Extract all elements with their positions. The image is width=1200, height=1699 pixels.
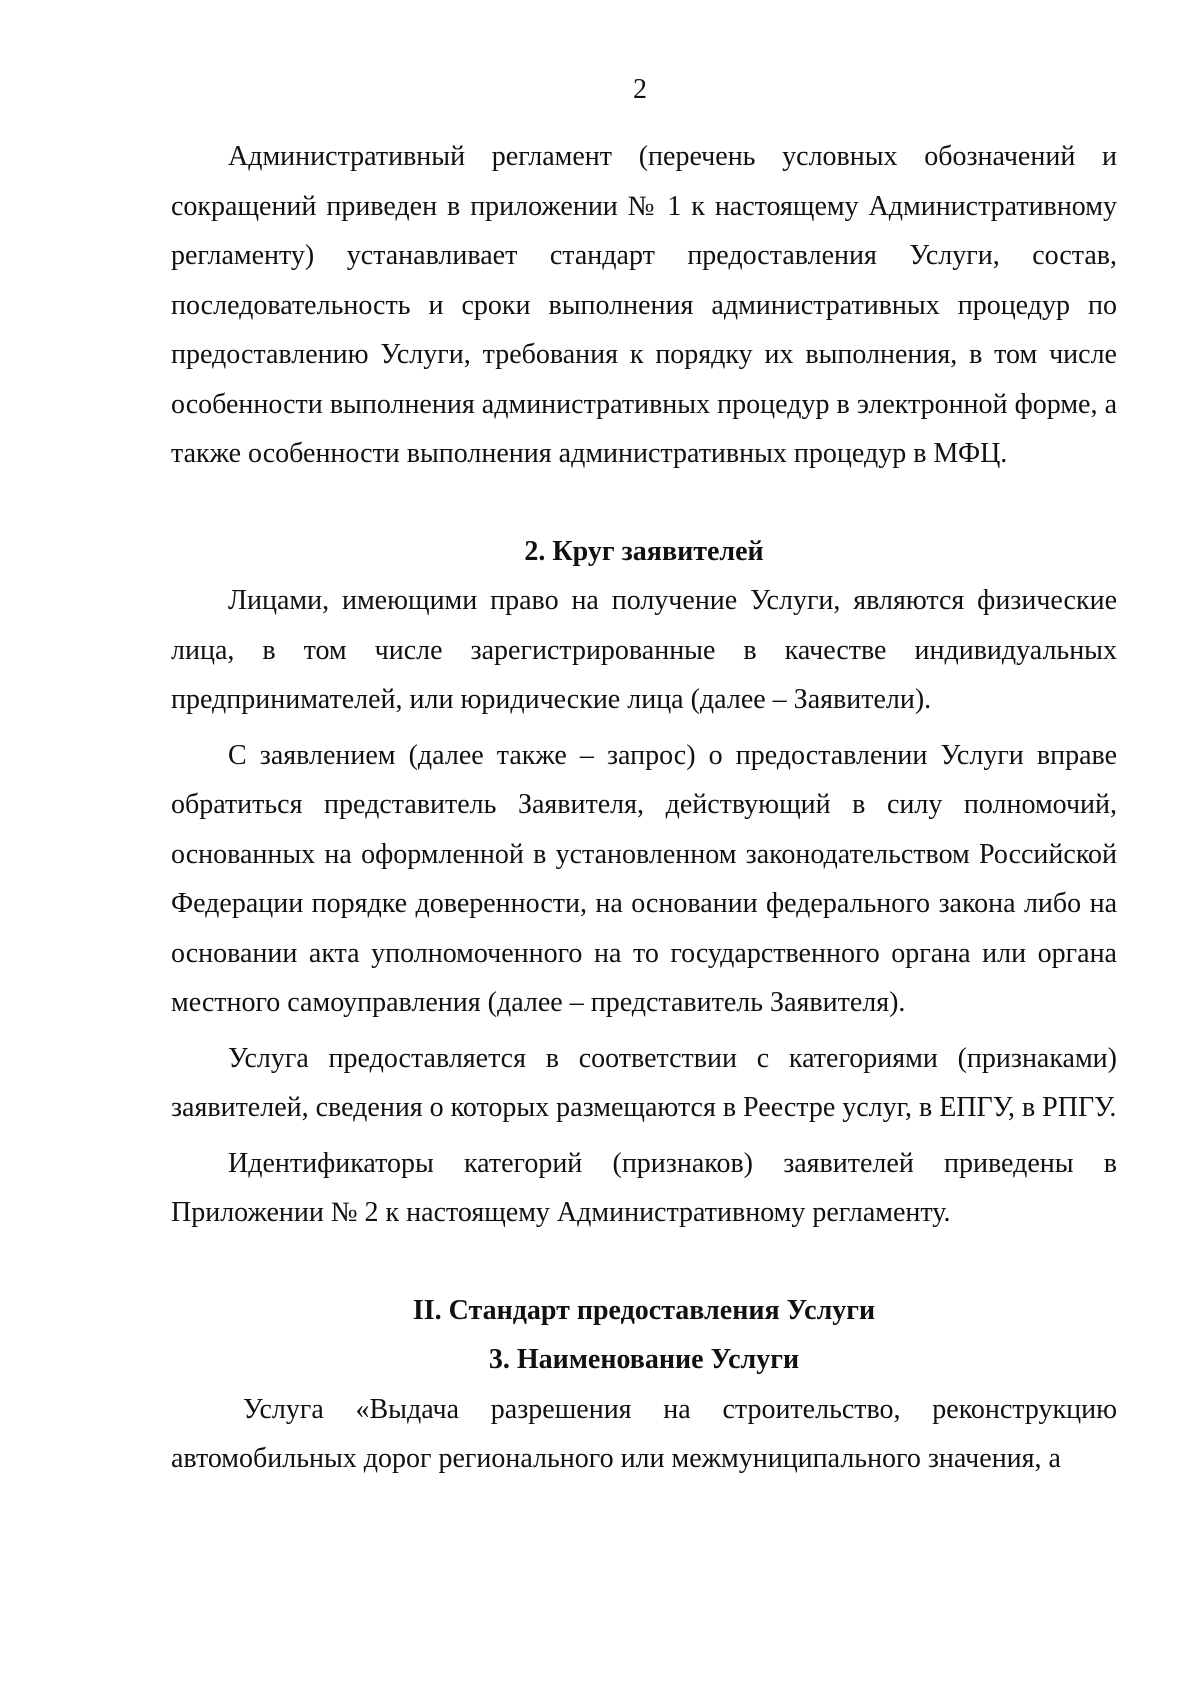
intro-paragraph: Административный регламент (перечень условных обозначений и сокращений приведен в приложении № 1 к настоящему Административному регламенту) устанавливает стандарт предоставления Услуги, состав, последовательность и сроки выполнения административных процедур по предоставлению Услуги, требования к порядку их выполнения, в том числе особенности выполнения административных процедур в электронной форме, а также особенности выполнения административных процедур в МФЦ.: [171, 141, 1117, 469]
paragraph-service-name: Услуга «Выдача разрешения на строительство, реконструкцию автомобильных дорог регионального или межмуниципального значения, а: [171, 1393, 1117, 1474]
section-heading-service-name: 3. Наименование Услуги: [488, 1344, 800, 1375]
page-number: 2: [633, 74, 647, 105]
paragraph-applicants-definition: Лицами, имеющими право на получение Услуги, являются физические лица, в том числе зарегистрированные в качестве индивидуальных предпринимателей, или юридические лица (далее – Заявители).: [171, 585, 1117, 715]
section-heading-applicants: 2. Круг заявителей: [524, 535, 764, 567]
chapter-heading-standard: II. Стандарт предоставления Услуги: [412, 1294, 876, 1326]
paragraph-representative: С заявлением (далее также – запрос) о предоставлении Услуги вправе обратиться представитель Заявителя, действующий в силу полномочий, основанных на оформленной в установленном законодательством Российской Федерации порядке доверенности, на основании федерального закона либо на основании акта уполномоченного на то государственного органа или органа местного самоуправления (далее – представитель Заявителя).: [171, 739, 1117, 1018]
paragraph-identifiers: Идентификаторы категорий (признаков) заявителей приведены в Приложении № 2 к настоящему Административному регламенту.: [171, 1147, 1117, 1228]
document-body: [171, 132, 1117, 1484]
paragraph-categories: Услуга предоставляется в соответствии с категориями (признаками) заявителей, сведения о которых размещаются в Реестре услуг, в ЕПГУ, в РПГУ.: [171, 1042, 1117, 1123]
